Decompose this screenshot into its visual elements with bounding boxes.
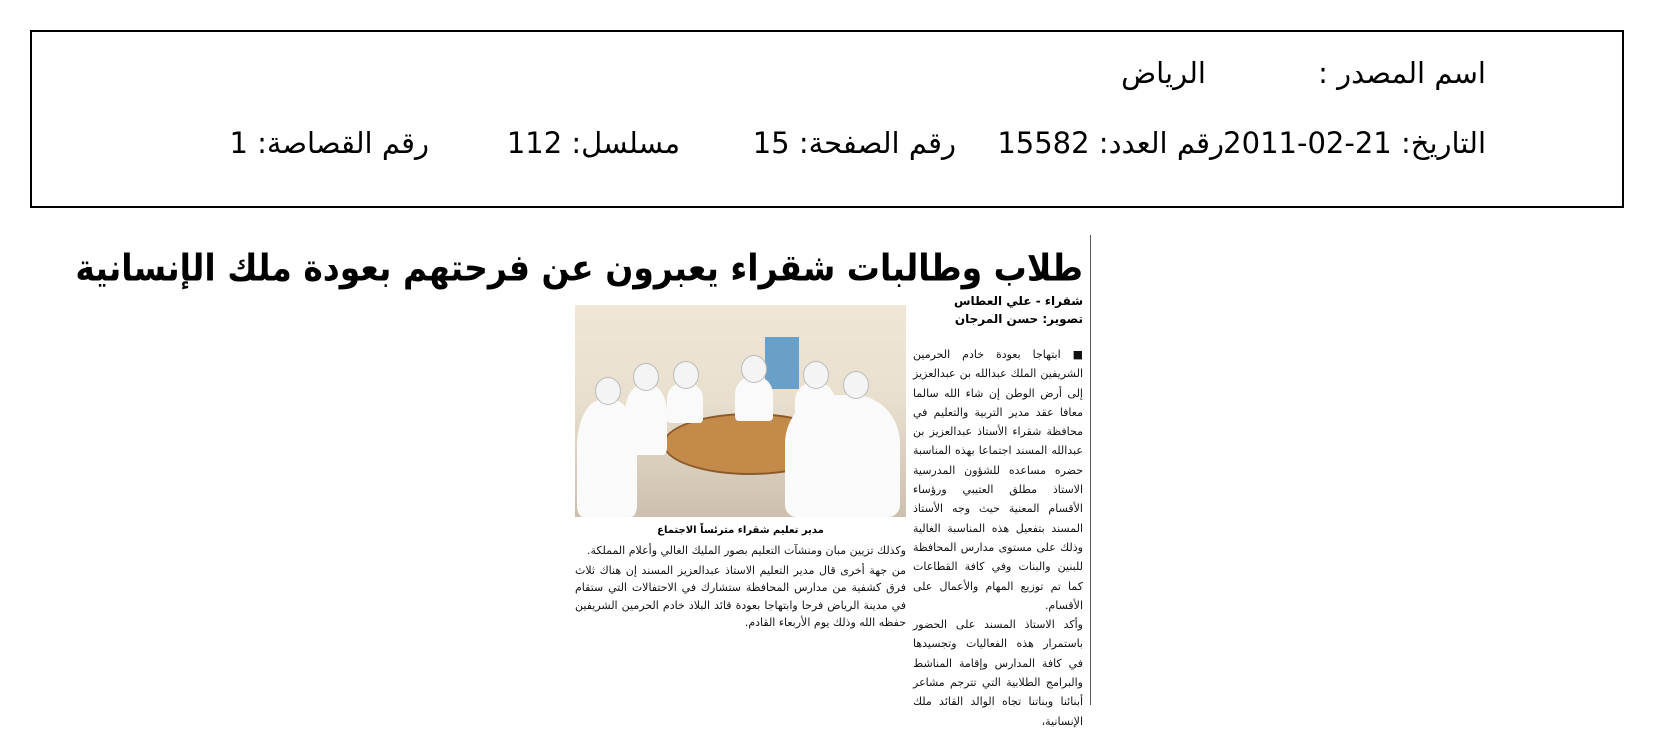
page-field: رقم الصفحة: 15 (752, 126, 956, 160)
attendee-head (803, 361, 829, 389)
issue-field: رقم العدد: 15582 (997, 126, 1224, 160)
byline-author: شقراء - علي العطاس (953, 294, 1083, 308)
article-column-left (575, 542, 906, 634)
attendee-head (633, 363, 659, 391)
article-paragraph: وأكد الاستاذ المسند على الحضور باستمرار هذه الفعاليات وتجسيدها في كافة المدارس وإقامة المناشط والبرامج الطلابية التي تترجم مشاعر أبنائنا وبناتنا تجاه الوالد القائد ملك الإنسانية، (913, 618, 1083, 728)
attendee-head (843, 371, 869, 399)
article-column-right (913, 345, 1083, 731)
clip-number-field: رقم القصاصة: 1 (229, 126, 429, 160)
date-field: التاريخ: 21-02-2011 (1223, 126, 1486, 160)
meeting-photo (575, 305, 906, 517)
attendee (625, 385, 667, 455)
byline-photographer: تصوير: حسن المرجان (954, 312, 1083, 326)
photo-caption: مدير تعليم شقراء مترئساً الاجتماع (657, 525, 824, 536)
clipping-info-box (30, 30, 1624, 208)
attendee-head (595, 377, 621, 405)
attendee-head (673, 361, 699, 389)
attendee (735, 377, 773, 421)
article-headline: طلاب وطالبات شقراء يعبرون عن فرحتهم بعودة ملك الإنسانية (75, 245, 1083, 290)
newspaper-clipping (75, 235, 1091, 728)
article-paragraph: من جهة أخرى قال مدير التعليم الاستاذ عبدالعزيز المسند إن هناك ثلاث فرق كشفية من مدارس المحافظة ستشارك في الاحتفالات التي ستقام في مدينة الرياض فرحا وابتهاجا بعودة قائد البلاد خادم الحرمين الشريفين حفظه الله وذلك يوم الأربعاء القادم. (575, 563, 906, 629)
attendee (785, 395, 900, 517)
column-rule (1090, 235, 1091, 705)
article-paragraph: ■ ابتهاجا بعودة خادم الحرمين الشريفين الملك عبدالله بن عبدالعزيز إلى أرض الوطن إن شاء الله سالما معافا عقد مدير التربية والتعليم في محافظة شقراء الأستاذ عبدالعزيز بن عبدالله المسند اجتماعا بهذه المناسبة حضره مساعده للشؤون المدرسية الاستاذ مطلق العتيبي ورؤساء الأقسام المعنية حيث وجه الأستاذ المسند بتفعيل هذه المناسبة الغالية وذلك على مستوى مدارس المحافظة للبنين والبنات وفي كافة القطاعات كما تم توزيع المهام والأعمال على الأقسام. (913, 348, 1083, 612)
serial-field: مسلسل: 112 (506, 126, 680, 160)
source-label: اسم المصدر : (1318, 56, 1486, 90)
wall-poster (765, 337, 799, 389)
attendee (667, 383, 703, 423)
attendee-head (741, 355, 767, 383)
article-paragraph: وكذلك تزيين مبان ومنشآت التعليم بصور المليك الغالي وأعلام المملكة. (586, 544, 906, 557)
source-value: الرياض (1121, 56, 1206, 90)
